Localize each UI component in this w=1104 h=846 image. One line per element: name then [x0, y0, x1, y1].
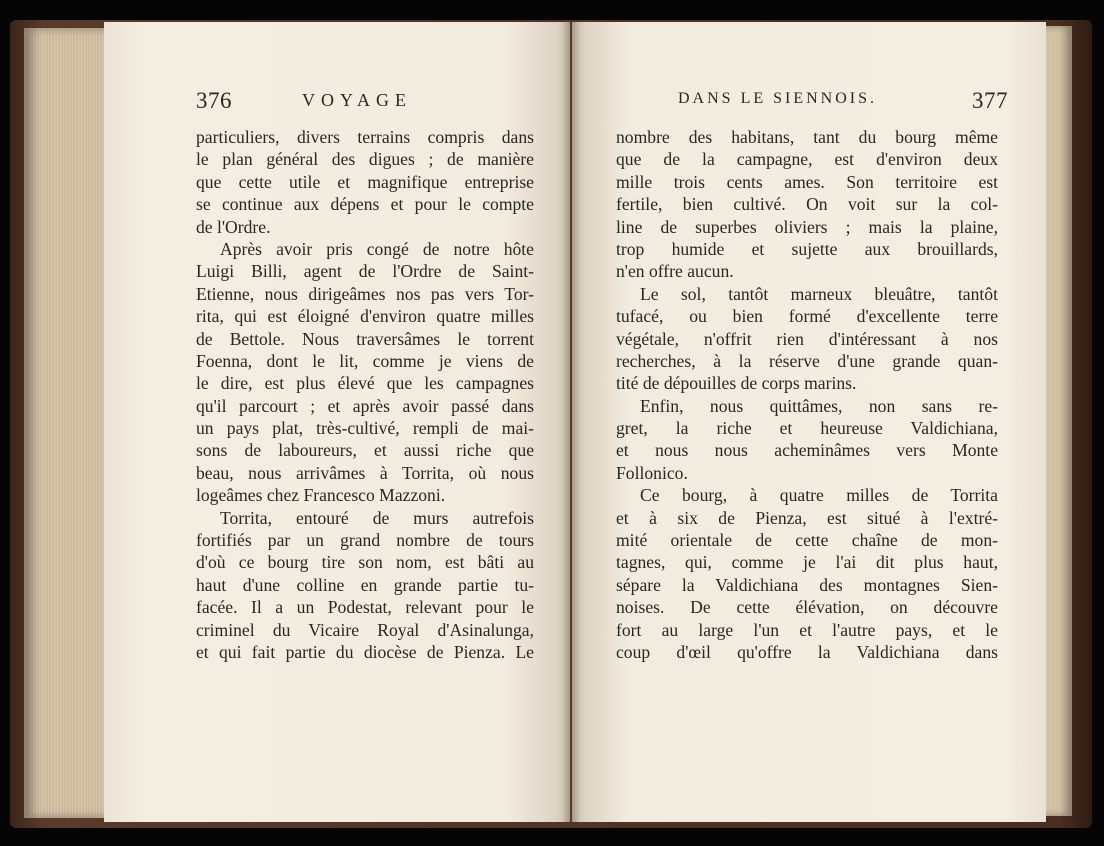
- text-line: n'en offre aucun.: [616, 261, 734, 282]
- text-line: nombre des habitans, tant du bourg même: [616, 127, 998, 147]
- left-page-number: 376: [196, 88, 232, 113]
- text-line: et à six de Pienza, est situé à l'extré-: [616, 507, 998, 528]
- text-line: line de superbes oliviers ; mais la plaine,: [616, 216, 998, 237]
- text-line: Le sol, tantôt marneux bleuâtre, tantôt: [640, 283, 998, 304]
- text-line: recherches, à la réserve d'une grande quan-: [616, 350, 998, 371]
- text-line: trop humide et sujette aux brouillards,: [616, 238, 998, 259]
- text-line: que de la campagne, est d'environ deux: [616, 149, 998, 170]
- text-line: tagnes, qui, comme je l'ai dit plus haut,: [616, 552, 998, 573]
- right-page-edges: [1042, 26, 1072, 816]
- text-line: Follonico.: [616, 462, 688, 483]
- text-line: rita, qui est éloigné d'environ quatre milles: [196, 306, 534, 327]
- left-page: [104, 22, 570, 822]
- right-running-title: DANS LE SIENNOIS.: [678, 90, 877, 107]
- text-line: fertile, bien cultivé. On voit sur la col-: [616, 194, 998, 215]
- text-line: logeâmes chez Francesco Mazzoni.: [196, 485, 446, 506]
- text-line: Torrita, entouré de murs autrefois: [220, 507, 534, 528]
- right-page-number: 377: [972, 88, 1008, 113]
- text-line: fortifiés par un grand nombre de tours: [196, 530, 534, 551]
- text-line: beau, nous arrivâmes à Torrita, où nous: [196, 462, 534, 483]
- text-line: haut d'une colline en grande partie tu-: [196, 574, 534, 595]
- text-line: et qui fait partie du diocèse de Pienza. Le: [196, 641, 534, 662]
- right-page: [572, 22, 1046, 822]
- text-line: tufacé, ou bien formé d'excellente terre: [616, 306, 998, 327]
- text-line: que cette utile et magnifique entreprise: [196, 171, 534, 192]
- text-line: gret, la riche et heureuse Valdichiana,: [616, 418, 998, 439]
- text-line: fort au large l'un et l'autre pays, et le: [616, 619, 998, 640]
- text-line: coup d'œil qu'offre la Valdichiana dans: [616, 641, 998, 662]
- left-running-title: VOYAGE: [302, 90, 412, 110]
- right-page-text: [616, 126, 998, 663]
- left-running-head: [196, 88, 532, 124]
- text-line: mille trois cents ames. Son territoire est: [616, 171, 998, 192]
- text-line: Ce bourg, à quatre milles de Torrita: [640, 485, 998, 506]
- text-line: Foenna, dont le lit, comme je viens de: [196, 350, 534, 371]
- text-line: sons de laboureurs, et aussi riche que: [196, 440, 534, 461]
- text-line: noises. De cette élévation, on découvre: [616, 597, 998, 618]
- text-line: se continue aux dépens et pour le compte: [196, 194, 534, 215]
- book-gutter: [562, 22, 580, 822]
- text-line: mité orientale de cette chaîne de mon-: [616, 530, 998, 551]
- text-line: sépare la Valdichiana des montagnes Sien-: [616, 574, 998, 595]
- text-line: un pays plat, très-cultivé, rempli de mai-: [196, 418, 534, 439]
- text-line: Etienne, nous dirigeâmes nos pas vers Tor-: [196, 283, 534, 304]
- text-line: Après avoir pris congé de notre hôte: [220, 238, 534, 259]
- text-line: facée. Il a un Podestat, relevant pour le: [196, 597, 534, 618]
- text-line: et nous nous acheminâmes vers Monte: [616, 440, 998, 461]
- text-line: le plan général des digues ; de manière: [196, 149, 534, 170]
- text-line: végétale, n'offrit rien d'intéressant à nos: [616, 328, 998, 349]
- text-line: particuliers, divers terrains compris dans: [196, 127, 534, 147]
- text-line: de l'Ordre.: [196, 216, 271, 237]
- left-page-edges: [24, 28, 110, 818]
- text-line: qu'il parcourt ; et après avoir passé dans: [196, 395, 534, 416]
- text-line: le dire, est plus élevé que les campagnes: [196, 373, 534, 394]
- left-page-text: [196, 126, 534, 663]
- text-line: de Bettole. Nous traversâmes le torrent: [196, 328, 534, 349]
- text-line: Luigi Billi, agent de l'Ordre de Saint-: [196, 261, 534, 282]
- text-line: criminel du Vicaire Royal d'Asinalunga,: [196, 619, 534, 640]
- right-running-head: [618, 88, 1008, 124]
- text-line: tité de dépouilles de corps marins.: [616, 373, 857, 394]
- text-line: d'où ce bourg tire son nom, est bâti au: [196, 552, 534, 573]
- text-line: Enfin, nous quittâmes, non sans re-: [640, 395, 998, 416]
